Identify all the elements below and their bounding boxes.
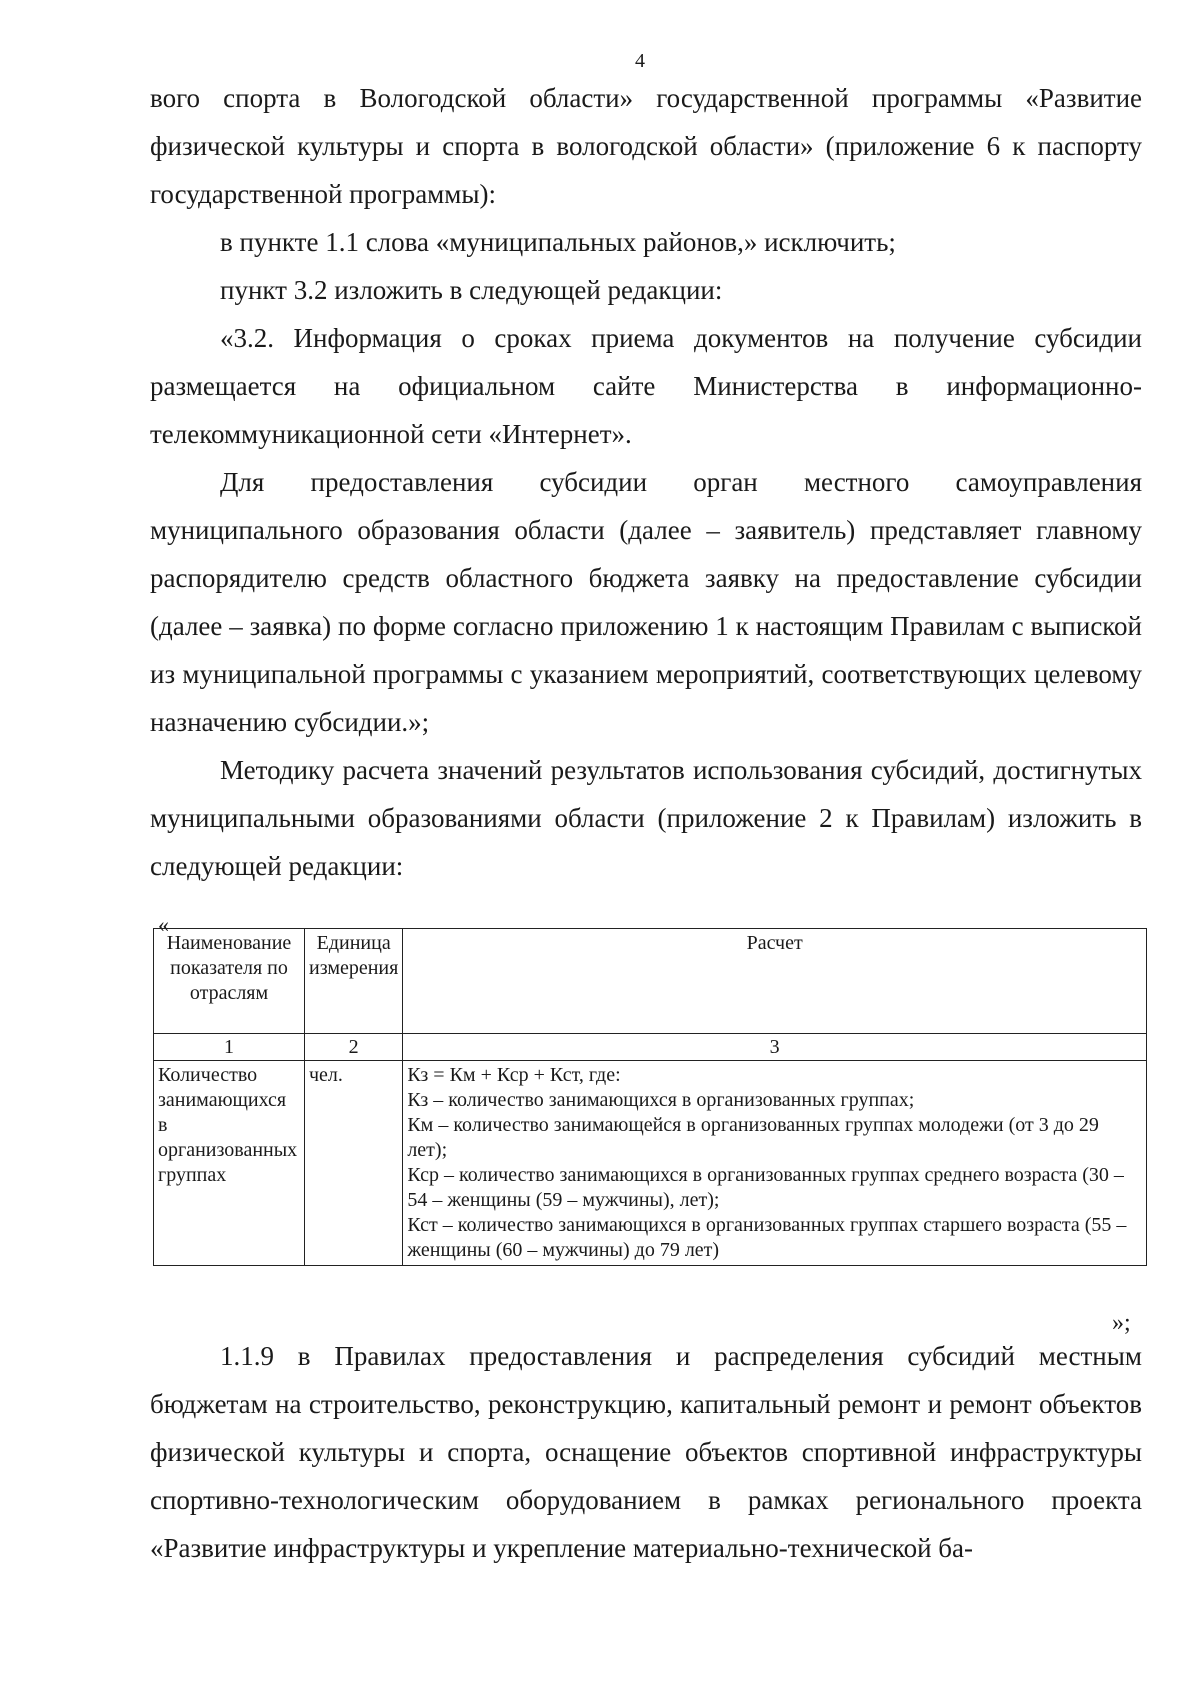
text-block-bottom	[150, 1332, 1142, 1572]
text-block-top	[150, 74, 1142, 890]
indicator-name: Количество занимающихся в организованных группах	[154, 1061, 305, 1266]
column-number: 1	[154, 1034, 305, 1061]
calc-line: Км – количество занимающейся в организованных группах молодежи (от 3 до 29 лет);	[407, 1114, 1099, 1161]
paragraph: Для предоставления субсидии орган местного самоуправления муниципального образования области (далее – заявитель) представляет главному распорядителю средств областного бюджета заявку на предоставление субсидии (далее – заявка) по форме согласно приложению 1 к настоящим Правилам с выпиской из муниципальной программы с указанием мероприятий, соответствующих целевому назначению субсидии.»;	[150, 467, 1142, 737]
calc-line: Кср – количество занимающихся в организованных группах среднего возраста (30 – 54 – женщины (59 – мужчины), лет);	[407, 1164, 1124, 1211]
paragraph: пункт 3.2 изложить в следующей редакции:	[220, 275, 723, 305]
column-number: 2	[305, 1034, 403, 1061]
page-number: 4	[635, 50, 645, 72]
header-indicator-name: Наименование показателя по отраслям	[154, 929, 305, 1034]
table-header-row	[154, 929, 1147, 1034]
calc-line: Кз – количество занимающихся в организованных группах;	[407, 1089, 915, 1111]
indicator-calculation	[403, 1061, 1147, 1266]
methodology-table	[153, 928, 1147, 1266]
calc-line: Кст – количество занимающихся в организованных группах старшего возраста (55 – женщины (60 – мужчины) до 79 лет)	[407, 1214, 1127, 1261]
paragraph: в пункте 1.1 слова «муниципальных районов,» исключить;	[220, 227, 896, 257]
table-row	[154, 1061, 1147, 1266]
indicator-unit: чел.	[305, 1061, 403, 1266]
paragraph: «3.2. Информация о сроках приема документов на получение субсидии размещается на официальном сайте Министерства в информационно-телекоммуникационной сети «Интернет».	[150, 323, 1142, 449]
column-number: 3	[403, 1034, 1147, 1061]
paragraph: 1.1.9 в Правилах предоставления и распределения субсидий местным бюджетам на строительство, реконструкцию, капитальный ремонт и ремонт объектов физической культуры и спорта, оснащение объектов спортивной инфраструктуры спортивно-технологическим оборудованием в рамках регионального проекта «Развитие инфраструктуры и укрепление материально-технической ба-	[150, 1341, 1142, 1563]
paragraph: вого спорта в Вологодской области» государственной программы «Развитие физической культуры и спорта в вологодской области» (приложение 6 к паспорту государственной программы):	[150, 83, 1142, 209]
table-number-row	[154, 1034, 1147, 1061]
calc-line: Кз = Км + Кср + Кст, где:	[407, 1064, 621, 1086]
header-calculation: Расчет	[403, 929, 1147, 1034]
table-close-quote: »;	[1112, 1310, 1131, 1336]
paragraph: Методику расчета значений результатов использования субсидий, достигнутых муниципальными образованиями области (приложение 2 к Правилам) изложить в следующей редакции:	[150, 755, 1142, 881]
table-open-quote: «	[158, 912, 169, 937]
header-unit: Единица измерения	[305, 929, 403, 1034]
